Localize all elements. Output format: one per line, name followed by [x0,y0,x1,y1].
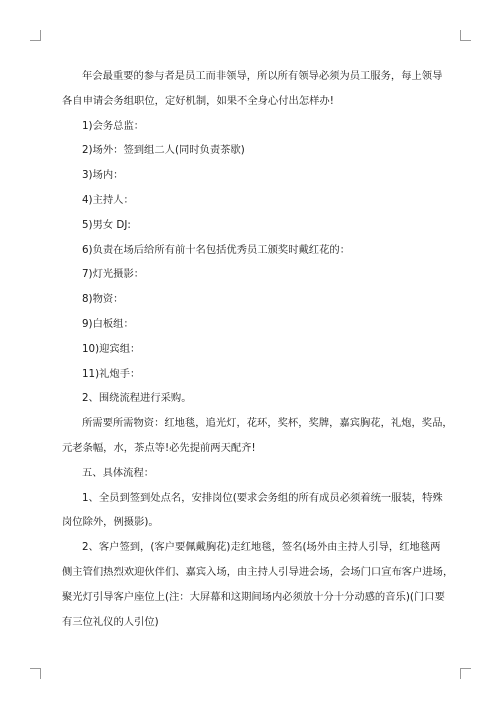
list-item: 11)礼炮手： [82,367,141,380]
paragraph: 1、全员到签到处点名，安排岗位(要求会务组的所有成员必须着统一服装，特殊 [82,491,443,504]
crop-mark-top-right [460,30,471,41]
paragraph: 年会最重要的参与者是员工而非领导，所以所有领导必须为员工服务，每上领导 [82,70,443,82]
paragraph: 聚光灯引导客户座位上(注：大屏幕和这期间场内必须放十分十分动感的音乐)(门口要 [62,590,445,603]
list-item: 7)灯光摄影： [82,268,145,281]
paragraph: 各自申请会务组职位，定好机制，如果不全身心付出怎样办! [62,94,334,107]
list-item: 3)场内： [82,169,124,182]
crop-mark-bottom-right [460,668,471,679]
section-heading: 2、围绕流程进行采购。 [82,392,192,405]
paragraph: 有三位礼仪的人引位) [62,615,159,628]
section-heading: 五、具体流程： [82,466,155,479]
paragraph: 元老条幅，水，茶点等!必先提前两天配齐! [62,441,256,454]
paragraph: 所需要所需物资：红地毯，追光灯，花环，奖杯，奖牌，嘉宾胸花，礼炮，奖品， [82,417,453,430]
crop-mark-top-left [30,30,41,41]
list-item: 6)负责在场后给所有前十名包括优秀员工颁奖时戴红花的： [82,243,350,256]
document-body [62,64,454,634]
paragraph: 侧主管们热烈欢迎伙伴们、嘉宾入场，由主持人引导进会场，会场门口宣布客户进场， [62,565,454,578]
list-item: 1)会务总监： [82,119,145,132]
list-item: 9)白板组： [82,317,134,330]
paragraph: 2、客户签到，(客户要佩戴胸花)走红地毯，签名(场外由主持人引导，红地毯两 [82,541,441,554]
paragraph: 岗位除外，例摄影)。 [62,516,159,529]
list-item: 5)男女 DJ: [82,218,131,231]
list-item: 10)迎宾组： [82,342,141,355]
list-item: 8)物资： [82,293,124,306]
crop-mark-bottom-left [30,668,41,679]
list-item: 4)主持人： [82,193,134,206]
list-item: 2)场外：签到组二人(同时负责茶歇) [82,144,245,157]
